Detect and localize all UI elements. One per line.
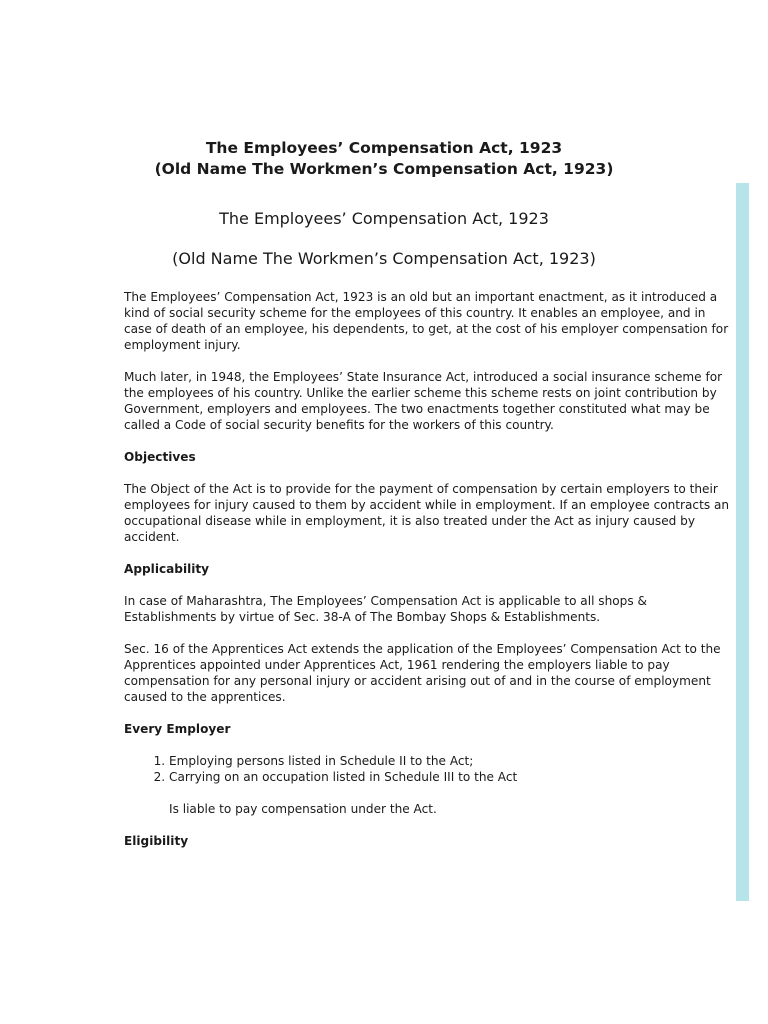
applicability-heading: Applicability bbox=[124, 562, 210, 576]
applicability-paragraph-2: Sec. 16 of the Apprentices Act extends the application of the Employees’ Compensation Act to the Apprentices appointed under Apprentices Act, 1961 rendering the employers liable to pay compensation for any personal injury or accident arising out of and in the course of employment caused to the apprentices. bbox=[124, 642, 721, 704]
every-employer-heading: Every Employer bbox=[124, 722, 231, 736]
side-accent-bar bbox=[736, 183, 749, 901]
intro-paragraph: The Employees’ Compensation Act, 1923 is an old but an important enactment, as it introduced a kind of social security scheme for the employees of this country. It enables an employee, and in case of death of an employee, his dependents, to get, at the cost of his employer compensation for employment injury. bbox=[124, 290, 729, 352]
applicability-paragraph-1: In case of Maharashtra, The Employees’ Compensation Act is applicable to all shops & Establishments by virtue of Sec. 38-A of The Bombay Shops & Establishments. bbox=[124, 594, 647, 624]
document-title-line-2: (Old Name The Workmen’s Compensation Act, 1923) bbox=[154, 160, 614, 178]
history-paragraph: Much later, in 1948, the Employees’ State Insurance Act, introduced a social insurance scheme for the employees of his country. Unlike the earlier scheme this scheme rests on joint contribution by Government, employers and employees. The two enactments together constituted what may be called a Code of social security benefits for the workers of this country. bbox=[124, 370, 723, 432]
every-employer-note: Is liable to pay compensation under the Act. bbox=[169, 802, 437, 816]
list-item: 2. Carrying on an occupation listed in Schedule III to the Act bbox=[169, 769, 732, 785]
subtitle-line-2: (Old Name The Workmen’s Compensation Act, 1923) bbox=[172, 249, 596, 268]
subtitle-line-1: The Employees’ Compensation Act, 1923 bbox=[219, 209, 549, 228]
objectives-heading: Objectives bbox=[124, 450, 196, 464]
list-item: 1. Employing persons listed in Schedule II to the Act; bbox=[169, 753, 732, 769]
every-employer-list bbox=[124, 753, 732, 785]
eligibility-heading: Eligibility bbox=[124, 834, 189, 848]
document-body bbox=[124, 289, 732, 865]
document-title-line-1: The Employees’ Compensation Act, 1923 bbox=[205, 139, 563, 157]
objectives-paragraph: The Object of the Act is to provide for the payment of compensation by certain employers to their employees for injury caused to them by accident while in employment. If an employee contracts an occupational disease while in employment, it is also treated under the Act as injury caused by accident. bbox=[124, 482, 730, 544]
document-title bbox=[0, 138, 768, 180]
